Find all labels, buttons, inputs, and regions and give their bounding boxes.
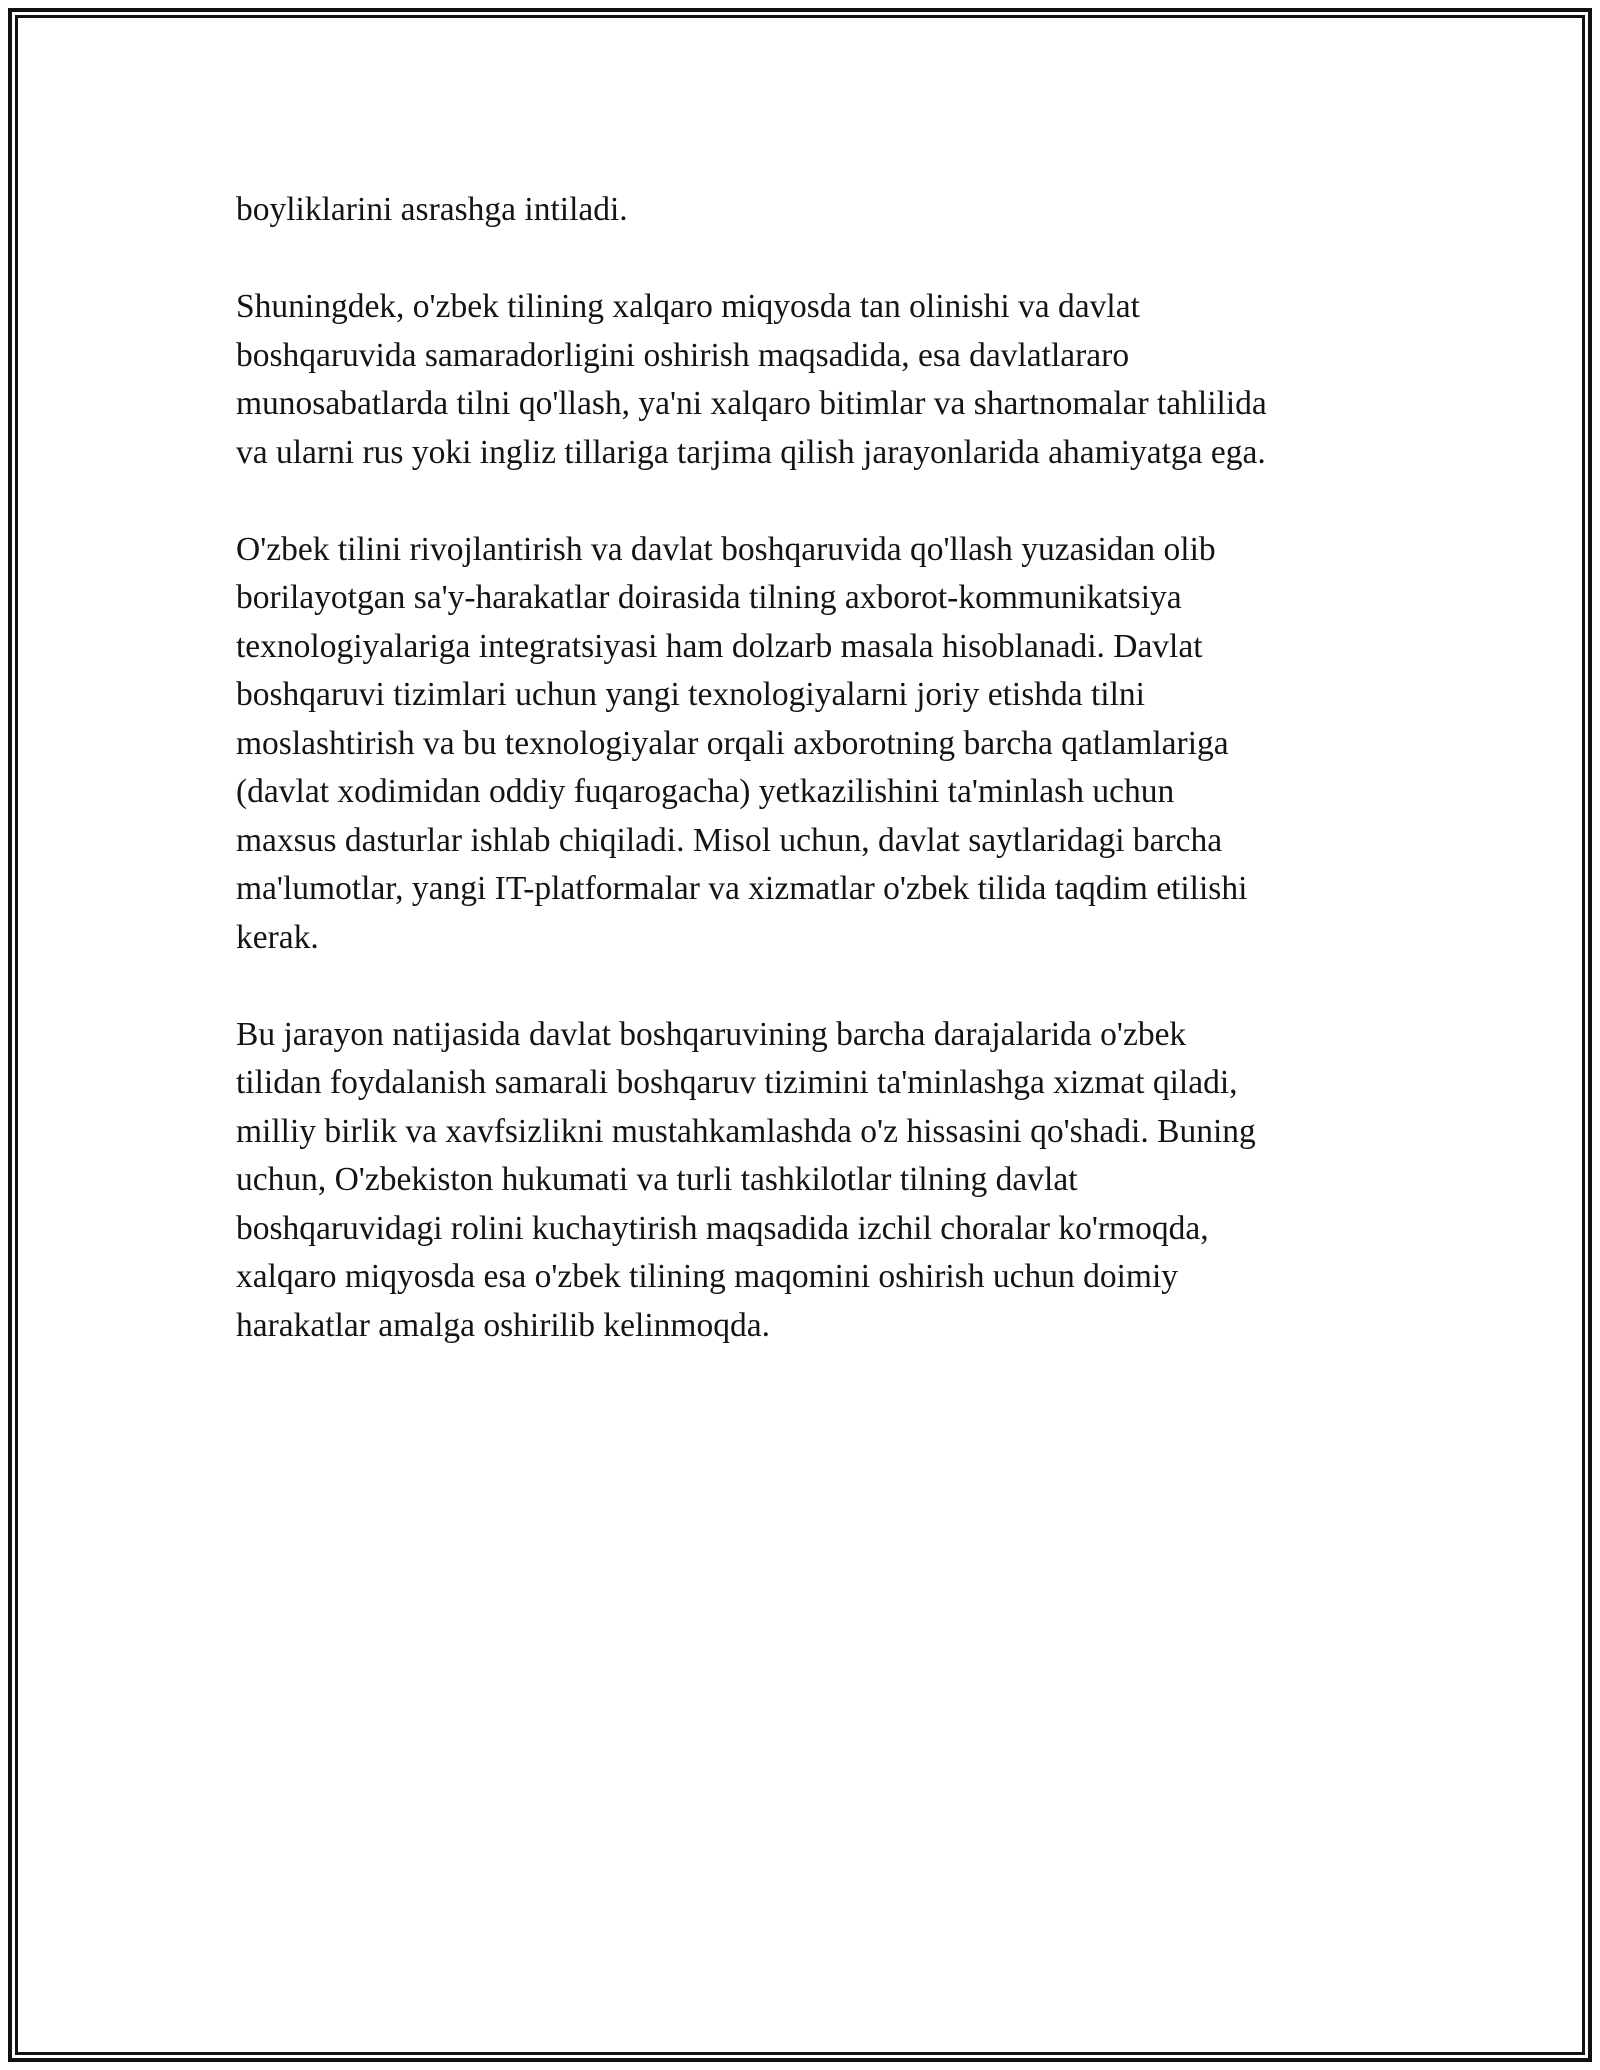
text-line: boyliklarini asrashga intiladi.: [236, 191, 628, 228]
text-line: boshqaruvi tizimlari uchun yangi texnologiyalarni joriy etishda tilni: [236, 676, 1145, 713]
text-line: munosabatlarda tilni qo'llash, ya'ni xalqaro bitimlar va shartnomalar tahlilida: [236, 385, 1267, 422]
paragraph-1: [236, 186, 1386, 235]
paragraph-3: [236, 526, 1386, 963]
text-line: kerak.: [236, 918, 319, 956]
text-line: xalqaro miqyosda esa o'zbek tilining maqomini oshirish uchun doimiy: [236, 1258, 1179, 1295]
text-line: texnologiyalariga integratsiyasi ham dolzarb masala hisoblanadi. Davlat: [236, 627, 1203, 665]
text-line: maxsus dasturlar ishlab chiqiladi. Misol uchun, davlat saytlaridagi barcha: [236, 821, 1223, 859]
text-line: uchun, O'zbekiston hukumati va turli tashkilotlar tilning davlat: [236, 1161, 1078, 1198]
text-line: borilayotgan sa'y-harakatlar doirasida tilning axborot-kommunikatsiya: [236, 579, 1182, 616]
text-line: ma'lumotlar, yangi IT-platformalar va xizmatlar o'zbek tilida taqdim etilishi: [236, 870, 1248, 907]
text-line: Shuningdek, o'zbek tilining xalqaro miqyosda tan olinishi va davlat: [236, 288, 1140, 325]
text-line: Bu jarayon natijasida davlat boshqaruvining barcha darajalarida o'zbek: [236, 1015, 1187, 1053]
text-line: (davlat xodimidan oddiy fuqarogacha) yetkazilishini ta'minlash uchun: [236, 773, 1175, 810]
paragraph-4: [236, 1011, 1386, 1351]
text-line: tilidan foydalanish samarali boshqaruv tizimini ta'minlashga xizmat qiladi,: [236, 1064, 1238, 1101]
document-body: [236, 186, 1386, 1399]
text-line: milliy birlik va xavfsizlikni mustahkamlashda o'z hissasini qo'shadi. Buning: [236, 1112, 1256, 1150]
text-line: harakatlar amalga oshirilib kelinmoqda.: [236, 1306, 770, 1344]
text-line: moslashtirish va bu texnologiyalar orqali axborotning barcha qatlamlariga: [236, 724, 1229, 762]
text-line: boshqaruvida samaradorligini oshirish maqsadida, esa davlatlararo: [236, 336, 1130, 374]
text-line: va ularni rus yoki ingliz tillariga tarjima qilish jarayonlarida ahamiyatga ega.: [236, 433, 1266, 471]
paragraph-2: [236, 283, 1386, 477]
text-line: boshqaruvidagi rolini kuchaytirish maqsadida izchil choralar ko'rmoqda,: [236, 1209, 1209, 1247]
text-line: O'zbek tilini rivojlantirish va davlat boshqaruvida qo'llash yuzasidan olib: [236, 530, 1216, 568]
